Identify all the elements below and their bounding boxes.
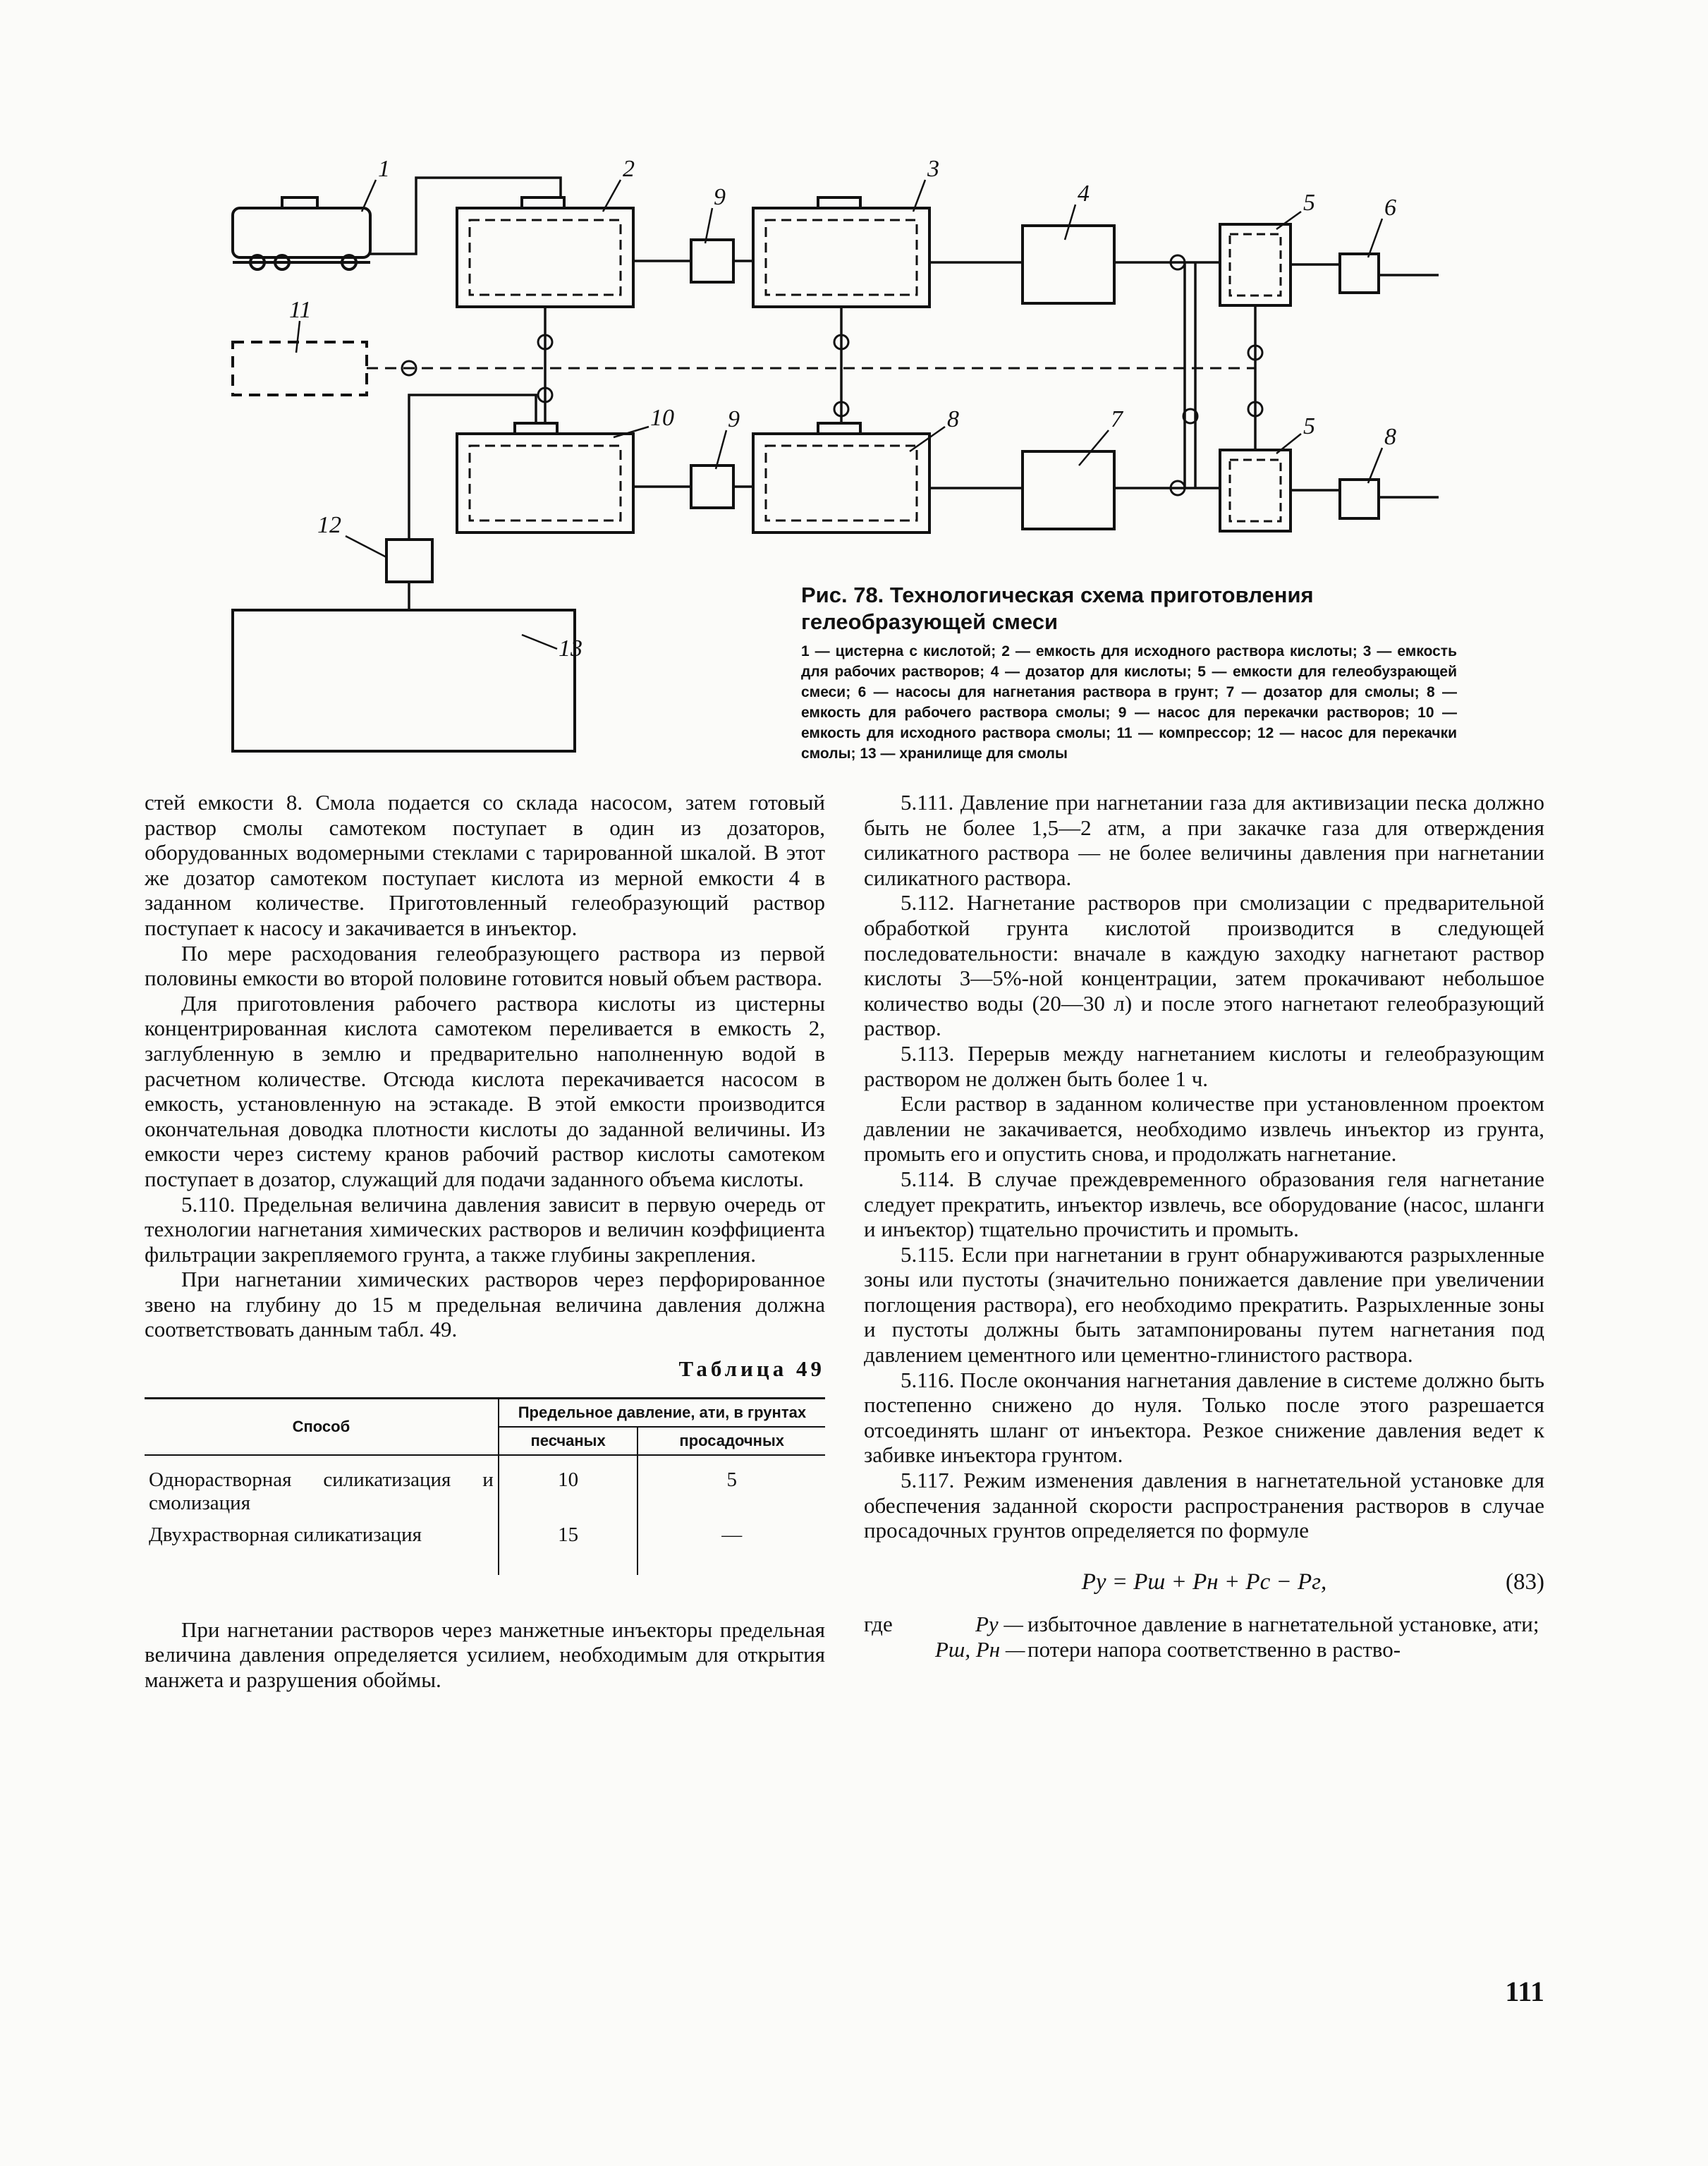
callout-9-bottom: 9 [728, 406, 740, 432]
where-symbol-2: Pш, Pн — [935, 1637, 1025, 1662]
where-word: где [864, 1612, 893, 1637]
figure-78 [212, 141, 1467, 776]
where-symbol-1: Pу — [975, 1612, 1023, 1637]
callout-3: 3 [927, 156, 939, 182]
callout-12: 12 [317, 512, 341, 538]
row1-sand: 10 [499, 1455, 638, 1519]
formula-expression: Pу = Pш + Pн + Pс − Pг, [1081, 1569, 1327, 1595]
clause-5-117: 5.117. Режим изменения давления в нагнетательной установке для обеспечения заданной скорости распространения растворов в случае просадочных грунтов определяется по формуле [864, 1468, 1544, 1543]
callout-5-bottom: 5 [1303, 413, 1315, 439]
resin-dispenser-7 [1023, 451, 1114, 529]
callout-8-vessel: 8 [947, 406, 959, 432]
where-text-2: потери напора соответственно в раство- [1027, 1637, 1401, 1662]
callout-1: 1 [378, 156, 390, 182]
acid-dispenser-4 [1023, 226, 1114, 303]
figure-legend: 1 — цистерна с кислотой; 2 — емкость для исходного раствора кислоты; 3 — емкость для рабочих растворов; 4 — дозатор для кислоты; 5 — емкости для гелеобузрающей смеси; 6 — насосы для нагнетания раствора в грунт; 7 — дозатор для смолы; 8 — емкость для рабочего раствора смолы; 9 — насос для перекачки растворов; 10 — емкость для исходного раствора смолы; 11 — компрессор; 12 — насос для перекачки смолы; 13 — хранилище для смолы [801, 643, 1457, 762]
clause-5-113: 5.113. Перерыв между нагнетанием кислоты и гелеобразующим раствором не должен быть более 1 ч. [864, 1040, 1544, 1091]
where-text-1: избыточное давление в нагнетательной установке, ати; [1027, 1612, 1539, 1637]
row1-method: Однорастворная силикатизация и смолизация [145, 1455, 499, 1519]
clause-5-111: 5.111. Давление при нагнетании газа для активизации песка должно быть не более 1,5—2 атм, а при закачке газа для отверждения силикатного раствора — не более величины давления при нагнетании силикатного раствора. [864, 790, 1544, 890]
page-number: 111 [1505, 1976, 1544, 2007]
callout-2: 2 [623, 156, 635, 182]
figure-caption [801, 582, 1457, 764]
figure-title: Рис. 78. Технологическая схема приготовления гелеобразующей смеси [801, 583, 1314, 634]
clause-5-114: 5.114. В случае преждевременного образования геля нагнетание следует прекратить, инъектор извлечь, все оборудование (насос, шланги и инъектор) тщательно прочистить и промыть. [864, 1166, 1544, 1242]
air-lines [367, 368, 1255, 387]
callout-11: 11 [289, 297, 312, 323]
right-column [864, 790, 1544, 1662]
clause-5-110: 5.110. Предельная величина давления зависит в первую очередь от технологии нагнетания химических растворов и величин коэффициента фильтрации закрепляемого грунта, а также глубины закрепления. [145, 1191, 825, 1267]
clause-5-115: 5.115. Если при нагнетании в грунт обнаруживаются разрыхленные зоны или пустоты (значительно понижается давление при увеличении поглощения раствора), его необходимо прекратить. Разрыхленные зоны и пустоты должны быть затампонированы путем нагнетания под давлением цементного или цементно-глинистого раствора. [864, 1241, 1544, 1368]
callout-10: 10 [650, 405, 674, 431]
pump-9-top [691, 240, 733, 282]
callout-4: 4 [1078, 181, 1090, 207]
callout-9-top: 9 [714, 184, 726, 210]
pump-6-lower [1340, 480, 1379, 518]
left-paragraph-5: При нагнетании химических растворов через перфорированное звено на глубину до 15 м предельная величина давления должна соответствовать данным табл. 49. [145, 1267, 825, 1342]
callout-13: 13 [559, 635, 582, 662]
formula-number: (83) [1506, 1569, 1544, 1595]
left-column [145, 790, 825, 1692]
callout-6: 6 [1384, 195, 1396, 221]
col-loess: просадочных [679, 1431, 784, 1449]
vessel-5-top [1220, 224, 1291, 305]
where-list [864, 1612, 1544, 1662]
vessel-10 [457, 423, 633, 533]
row2-method: Двухрастворная силикатизация [145, 1519, 499, 1575]
right-paragraph-4: Если раствор в заданном количестве при установленном проектом давлении не закачивается, необходимо извлечь инъектор из грунта, промыть его и опустить снова, и продолжать нагнетание. [864, 1091, 1544, 1167]
vessel-8 [753, 423, 929, 533]
table-title: Таблица 49 [678, 1356, 825, 1382]
vessel-3 [753, 197, 929, 307]
col-method: Способ [145, 1398, 499, 1455]
pipelines [370, 178, 1439, 610]
left-paragraph-2: По мере расходования гелеобразующего раствора из первой половины емкости во второй половине готовится новый объем раствора. [145, 940, 825, 991]
left-paragraph-3: Для приготовления рабочего раствора кислоты из цистерны концентрированная кислота самотеком переливается в емкость 2, заглубленную в землю и предварительно наполненную водой в расчетном количестве. Отсюда кислота перекачивается насосом в емкость, установленную на эстакаде. В этой емкости производится окончательная доводка плотности кислоты до заданной величины. Из емкости через систему кранов рабочий раствор кислоты самотеком поступает в дозатор, служащий для подачи заданного объема кислоты. [145, 990, 825, 1191]
compressor-11 [233, 342, 367, 395]
callout-5-top: 5 [1303, 190, 1315, 216]
left-paragraph-1: стей емкости 8. Смола подается со склада насосом, затем готовый раствор смолы самотеком поступает в один из дозаторов, оборудованных водомерными стеклами с тарированной шкалой. В этот же дозатор самотеком поступает кислота из мерной емкости 4 в заданном количестве. Приготовленный гелеобразующий раствор поступает к насосу и закачивается в инъектор. [145, 790, 825, 940]
vessel-5-bottom [1220, 450, 1291, 531]
clause-5-116: 5.116. После окончания нагнетания давление в системе должно быть постепенно снижено до нуля. Только после этого разрешается отсоединять шланг от инъектора. Резкое снижение давления ведет к забивке инъектора грунтом. [864, 1367, 1544, 1468]
table-49 [145, 1397, 825, 1575]
clause-5-112: 5.112. Нагнетание растворов при смолизации с предварительной обработкой грунта кислотой производится в следующей последовательности: вначале в каждую заходку нагнетают раствор кислоты 3—5%-ной концентрации, затем прокачивают небольшое количество воды (20—30 л) и после этого нагнетают гелеобразующий раствор. [864, 890, 1544, 1041]
callout-7: 7 [1111, 406, 1123, 432]
col-pressure: Предельное давление, ати, в грунтах [499, 1398, 825, 1427]
formula-83 [864, 1570, 1544, 1595]
storage-13 [233, 610, 575, 751]
pump-9-bottom [691, 466, 733, 508]
row2-loess: — [721, 1523, 743, 1546]
left-paragraph-6: При нагнетании растворов через манжетные инъекторы предельная величина давления определяется усилием, необходимым для открытия манжета и разрушения обоймы. [145, 1617, 825, 1692]
tank-truck-1 [233, 197, 370, 269]
row2-sand: 15 [499, 1519, 638, 1575]
valves [402, 255, 1262, 495]
row1-loess: 5 [726, 1468, 737, 1491]
callout-8-pump: 8 [1384, 424, 1396, 450]
pump-12 [386, 540, 432, 582]
vessel-2 [457, 197, 633, 307]
pump-6 [1340, 254, 1379, 293]
col-sand: песчаных [499, 1427, 638, 1455]
